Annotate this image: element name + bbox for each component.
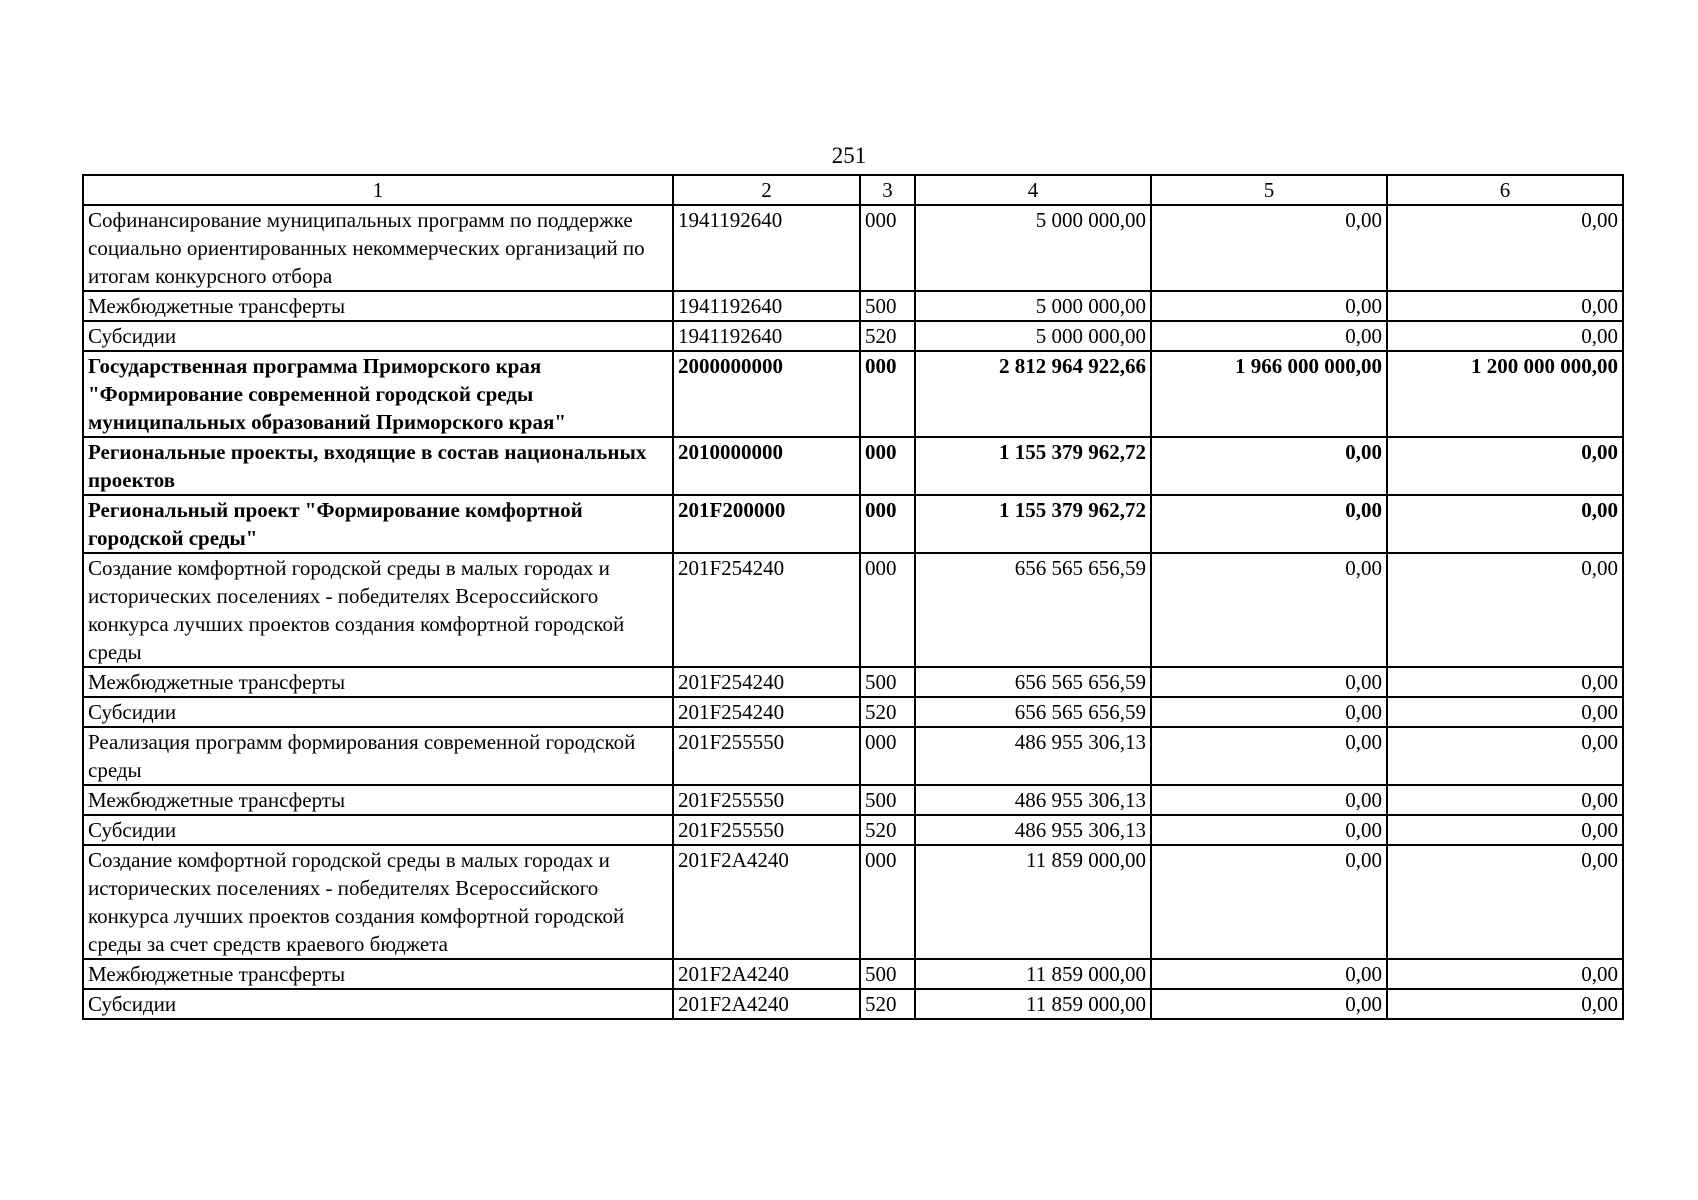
table-row	[83, 553, 1623, 667]
row-amount-4-cell: 5 000 000,00	[915, 291, 1151, 321]
row-amount-6-cell: 0,00	[1387, 815, 1623, 845]
row-amount-6-cell: 0,00	[1387, 667, 1623, 697]
row-amount-5-cell: 1 966 000 000,00	[1151, 351, 1387, 437]
table-body	[83, 205, 1623, 1019]
row-name-cell: Межбюджетные трансферты	[83, 785, 673, 815]
row-amount-6-cell: 0,00	[1387, 495, 1623, 553]
table-row	[83, 697, 1623, 727]
row-amount-5-cell: 0,00	[1151, 959, 1387, 989]
row-amount-5-cell: 0,00	[1151, 845, 1387, 959]
row-name-cell: Региональный проект "Формирование комфортной городской среды"	[83, 495, 673, 553]
row-amount-5-cell: 0,00	[1151, 321, 1387, 351]
row-amount-4-cell: 11 859 000,00	[915, 959, 1151, 989]
row-name-cell: Межбюджетные трансферты	[83, 667, 673, 697]
column-header-2: 2	[673, 175, 860, 205]
row-target-code-cell: 201F254240	[673, 697, 860, 727]
row-target-code-cell: 201F254240	[673, 667, 860, 697]
row-amount-4-cell: 656 565 656,59	[915, 553, 1151, 667]
row-amount-4-cell: 486 955 306,13	[915, 785, 1151, 815]
row-target-code-cell: 201F2A4240	[673, 989, 860, 1019]
row-name-cell: Софинансирование муниципальных программ по поддержке социально ориентированных некоммерческих организаций по итогам конкурсного отбора	[83, 205, 673, 291]
row-name-cell: Межбюджетные трансферты	[83, 291, 673, 321]
row-expense-type-cell: 000	[860, 205, 915, 291]
table-row	[83, 815, 1623, 845]
row-target-code-cell: 2000000000	[673, 351, 860, 437]
row-amount-6-cell: 0,00	[1387, 321, 1623, 351]
row-expense-type-cell: 000	[860, 437, 915, 495]
table-row	[83, 437, 1623, 495]
row-amount-4-cell: 1 155 379 962,72	[915, 437, 1151, 495]
header-row	[83, 175, 1623, 205]
page-number: 251	[831, 143, 867, 168]
table-row	[83, 959, 1623, 989]
table-row	[83, 667, 1623, 697]
row-amount-5-cell: 0,00	[1151, 667, 1387, 697]
row-amount-5-cell: 0,00	[1151, 989, 1387, 1019]
row-amount-5-cell: 0,00	[1151, 205, 1387, 291]
column-header-5: 5	[1151, 175, 1387, 205]
row-target-code-cell: 201F255550	[673, 815, 860, 845]
row-amount-4-cell: 486 955 306,13	[915, 727, 1151, 785]
row-target-code-cell: 201F2A4240	[673, 959, 860, 989]
row-name-cell: Межбюджетные трансферты	[83, 959, 673, 989]
row-name-cell: Региональные проекты, входящие в состав национальных проектов	[83, 437, 673, 495]
row-expense-type-cell: 500	[860, 667, 915, 697]
row-amount-5-cell: 0,00	[1151, 553, 1387, 667]
row-amount-5-cell: 0,00	[1151, 495, 1387, 553]
column-header-3: 3	[860, 175, 915, 205]
row-amount-6-cell: 0,00	[1387, 785, 1623, 815]
row-name-cell: Субсидии	[83, 697, 673, 727]
row-name-cell: Создание комфортной городской среды в малых городах и исторических поселениях - победителях Всероссийского конкурса лучших проектов создания комфортной городской среды за счет средств краевого бюджета	[83, 845, 673, 959]
row-amount-6-cell: 0,00	[1387, 989, 1623, 1019]
table-row	[83, 785, 1623, 815]
row-expense-type-cell: 000	[860, 845, 915, 959]
row-amount-4-cell: 11 859 000,00	[915, 845, 1151, 959]
row-name-cell: Субсидии	[83, 989, 673, 1019]
row-target-code-cell: 1941192640	[673, 321, 860, 351]
row-amount-6-cell: 0,00	[1387, 553, 1623, 667]
column-header-4: 4	[915, 175, 1151, 205]
row-target-code-cell: 1941192640	[673, 205, 860, 291]
row-amount-6-cell: 0,00	[1387, 727, 1623, 785]
row-amount-6-cell: 0,00	[1387, 205, 1623, 291]
row-target-code-cell: 1941192640	[673, 291, 860, 321]
row-expense-type-cell: 500	[860, 291, 915, 321]
table-row	[83, 205, 1623, 291]
table-row	[83, 291, 1623, 321]
row-amount-4-cell: 1 155 379 962,72	[915, 495, 1151, 553]
row-expense-type-cell: 000	[860, 351, 915, 437]
row-amount-6-cell: 0,00	[1387, 291, 1623, 321]
row-target-code-cell: 201F200000	[673, 495, 860, 553]
row-amount-5-cell: 0,00	[1151, 437, 1387, 495]
row-amount-5-cell: 0,00	[1151, 785, 1387, 815]
row-target-code-cell: 201F255550	[673, 727, 860, 785]
row-target-code-cell: 2010000000	[673, 437, 860, 495]
row-expense-type-cell: 500	[860, 785, 915, 815]
row-amount-4-cell: 11 859 000,00	[915, 989, 1151, 1019]
row-amount-4-cell: 656 565 656,59	[915, 697, 1151, 727]
row-amount-4-cell: 656 565 656,59	[915, 667, 1151, 697]
column-header-6: 6	[1387, 175, 1623, 205]
row-amount-4-cell: 486 955 306,13	[915, 815, 1151, 845]
row-amount-6-cell: 0,00	[1387, 697, 1623, 727]
table-row	[83, 845, 1623, 959]
row-target-code-cell: 201F255550	[673, 785, 860, 815]
row-expense-type-cell: 000	[860, 495, 915, 553]
row-expense-type-cell: 520	[860, 697, 915, 727]
table-row	[83, 989, 1623, 1019]
row-target-code-cell: 201F254240	[673, 553, 860, 667]
row-name-cell: Субсидии	[83, 321, 673, 351]
row-expense-type-cell: 000	[860, 553, 915, 667]
row-name-cell: Создание комфортной городской среды в малых городах и исторических поселениях - победителях Всероссийского конкурса лучших проектов создания комфортной городской среды	[83, 553, 673, 667]
column-header-1: 1	[83, 175, 673, 205]
table-row	[83, 321, 1623, 351]
row-amount-4-cell: 5 000 000,00	[915, 321, 1151, 351]
row-name-cell: Субсидии	[83, 815, 673, 845]
row-amount-5-cell: 0,00	[1151, 815, 1387, 845]
row-amount-5-cell: 0,00	[1151, 727, 1387, 785]
table-row	[83, 495, 1623, 553]
row-amount-6-cell: 1 200 000 000,00	[1387, 351, 1623, 437]
row-name-cell: Реализация программ формирования современной городской среды	[83, 727, 673, 785]
row-expense-type-cell: 500	[860, 959, 915, 989]
row-amount-4-cell: 2 812 964 922,66	[915, 351, 1151, 437]
row-target-code-cell: 201F2A4240	[673, 845, 860, 959]
row-amount-5-cell: 0,00	[1151, 291, 1387, 321]
row-amount-6-cell: 0,00	[1387, 845, 1623, 959]
row-expense-type-cell: 520	[860, 989, 915, 1019]
row-amount-4-cell: 5 000 000,00	[915, 205, 1151, 291]
row-amount-6-cell: 0,00	[1387, 959, 1623, 989]
row-expense-type-cell: 000	[860, 727, 915, 785]
row-amount-5-cell: 0,00	[1151, 697, 1387, 727]
table-row	[83, 351, 1623, 437]
row-expense-type-cell: 520	[860, 815, 915, 845]
row-name-cell: Государственная программа Приморского края "Формирование современной городской среды муниципальных образований Приморского края"	[83, 351, 673, 437]
row-amount-6-cell: 0,00	[1387, 437, 1623, 495]
row-expense-type-cell: 520	[860, 321, 915, 351]
budget-table	[82, 174, 1624, 1020]
table-row	[83, 727, 1623, 785]
